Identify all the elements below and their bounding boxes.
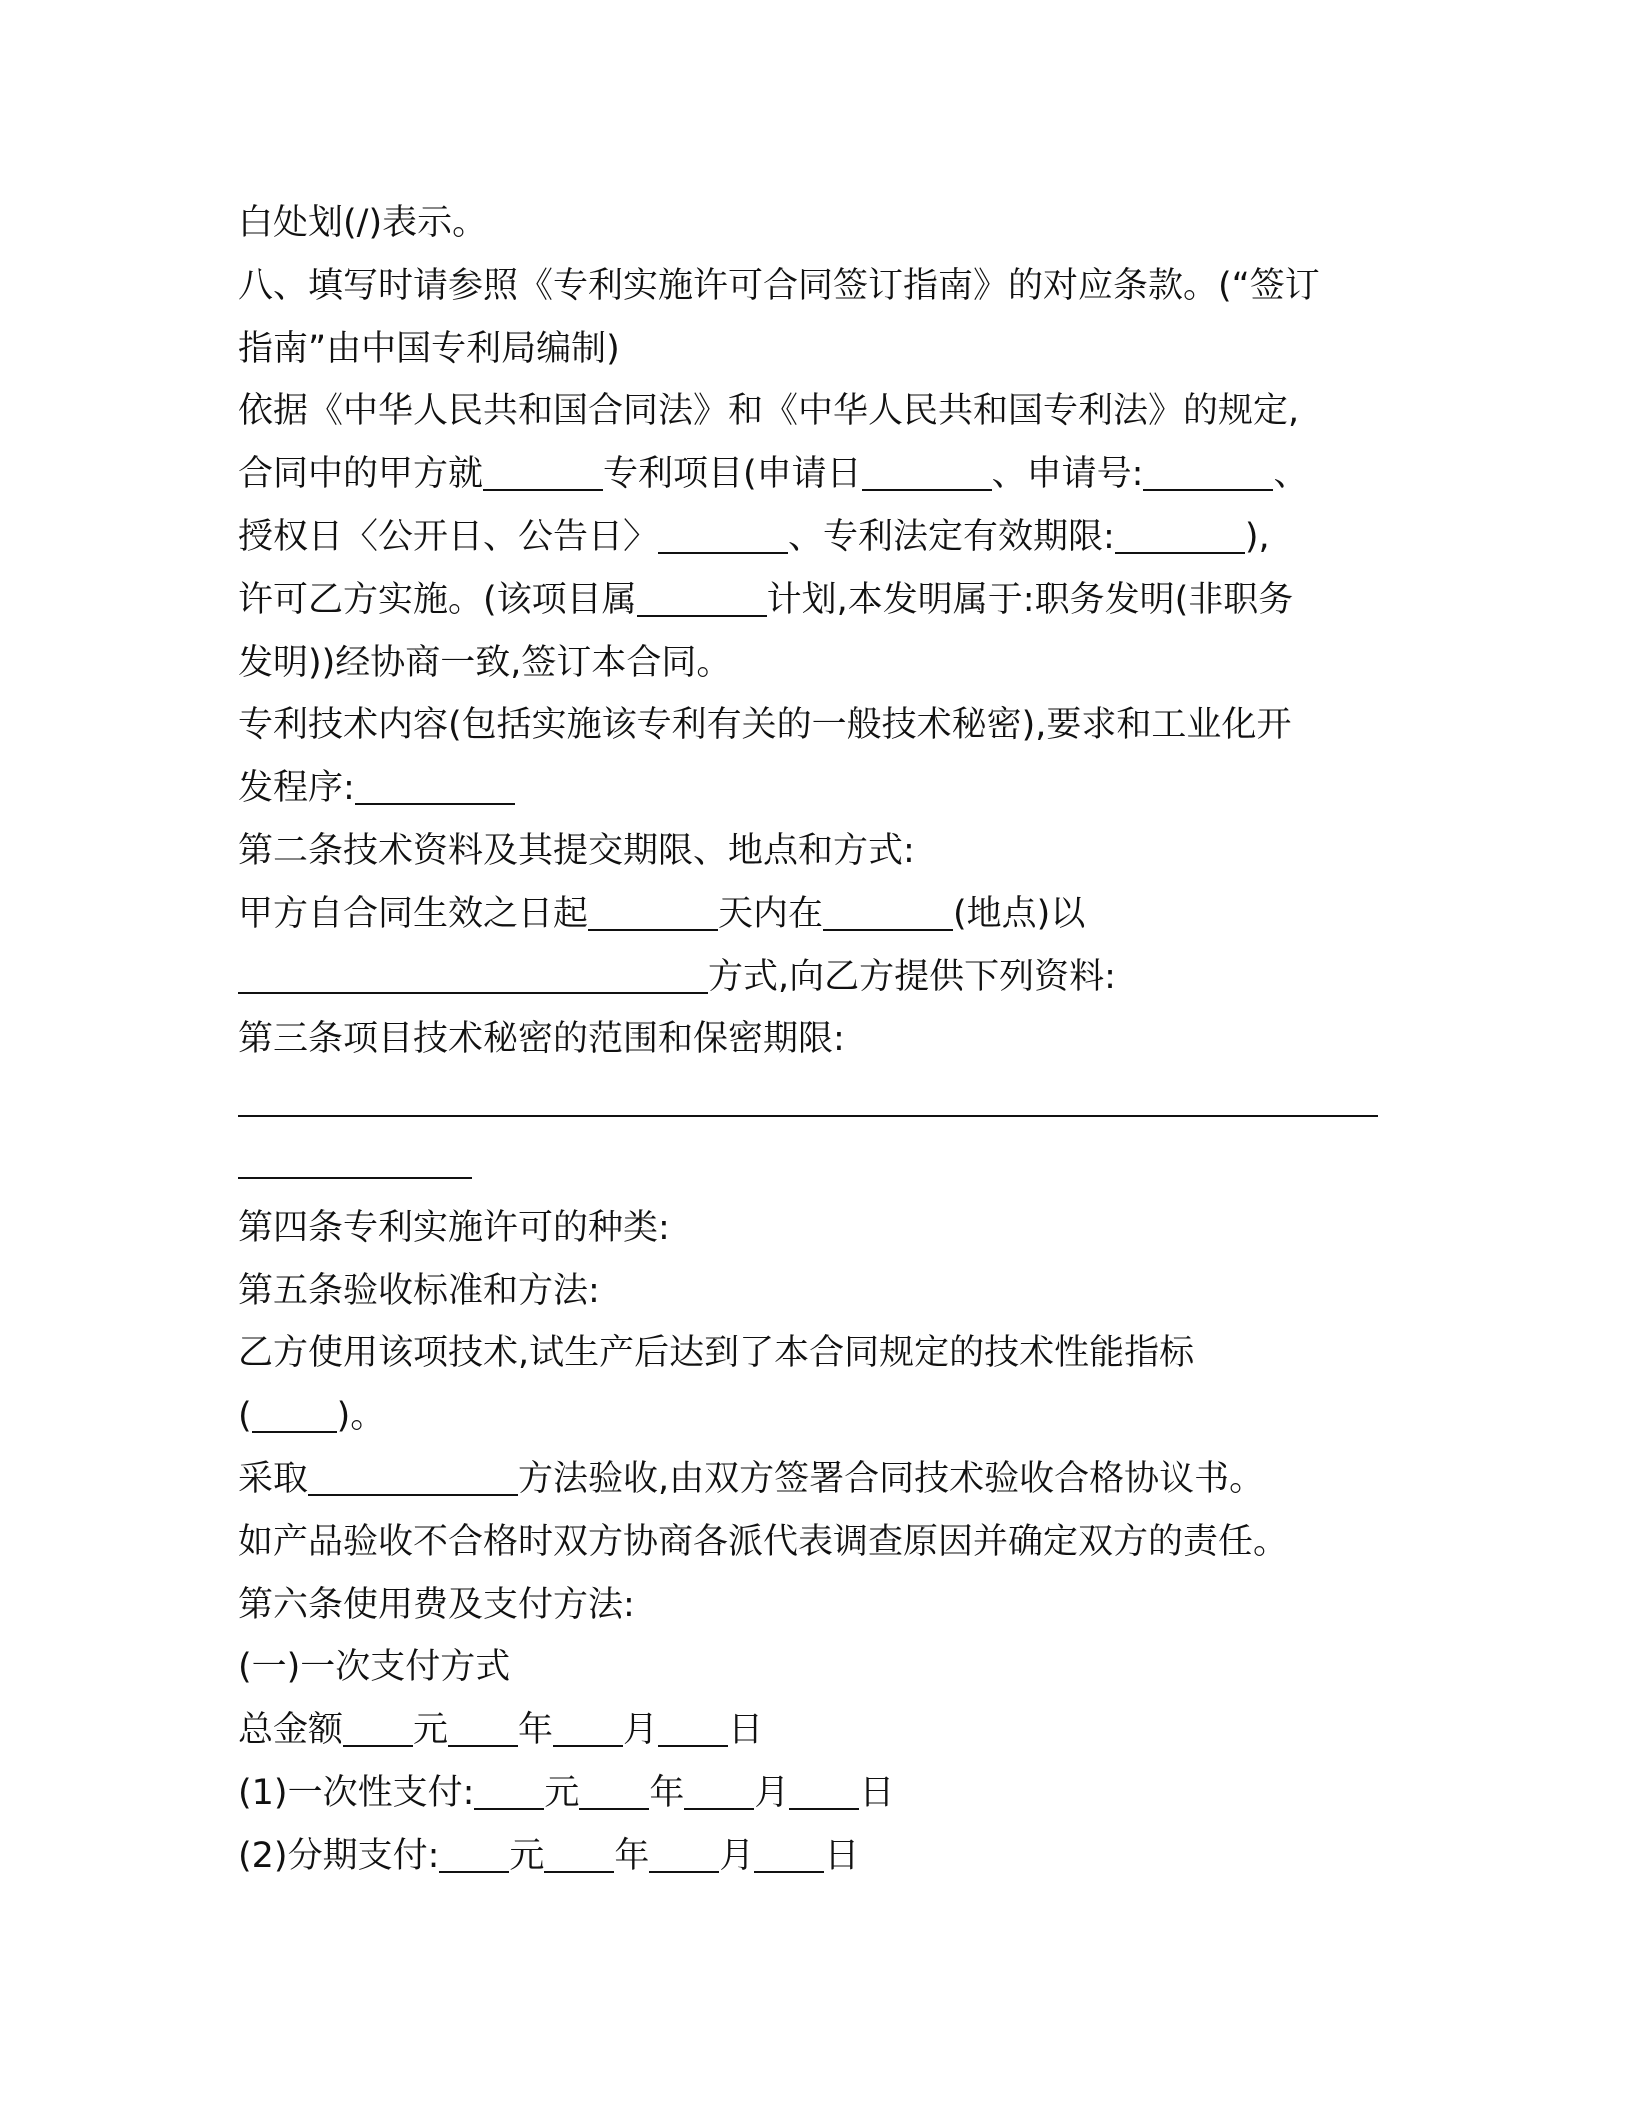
text-line bbox=[238, 1448, 1398, 1511]
fill-line bbox=[238, 1177, 472, 1179]
line-text: ( bbox=[238, 1396, 252, 1437]
text-line bbox=[238, 1825, 1398, 1888]
fill-blank bbox=[579, 1772, 649, 1810]
text-line bbox=[238, 757, 1398, 820]
line-text: 月 bbox=[719, 1835, 755, 1876]
fill-blank bbox=[252, 1395, 337, 1433]
line-text: 年 bbox=[649, 1772, 685, 1813]
line-text: 依据《中华人民共和国合同法》和《中华人民共和国专利法》的规定, bbox=[238, 391, 1300, 432]
fill-blank bbox=[823, 893, 953, 931]
line-text: 专利项目(申请日 bbox=[603, 454, 862, 495]
line-text: 乙方使用该项技术,试生产后达到了本合同规定的技术性能指标 bbox=[238, 1333, 1195, 1374]
text-line bbox=[238, 569, 1398, 632]
line-text: 方式,向乙方提供下列资料: bbox=[708, 956, 1116, 997]
fill-blank bbox=[684, 1772, 754, 1810]
text-line bbox=[238, 443, 1398, 506]
fill-blank bbox=[588, 893, 718, 931]
line-text: 、申请号: bbox=[991, 454, 1144, 495]
line-text: 发程序: bbox=[238, 768, 355, 809]
line-text: 合同中的甲方就 bbox=[238, 454, 484, 495]
text-line bbox=[238, 1385, 1398, 1448]
text-line bbox=[238, 1699, 1398, 1762]
fill-blank bbox=[1115, 516, 1245, 554]
fill-blank bbox=[658, 1709, 728, 1747]
fill-blank bbox=[1143, 453, 1273, 491]
fill-blank bbox=[474, 1772, 544, 1810]
line-text: 采取 bbox=[238, 1458, 309, 1499]
fill-blank bbox=[238, 956, 708, 994]
line-text: 计划,本发明属于:职务发明(非职务 bbox=[766, 579, 1294, 620]
line-text: 甲方自合同生效之日起 bbox=[238, 893, 589, 934]
line-text: 月 bbox=[754, 1772, 790, 1813]
line-text: 八、填写时请参照《专利实施许可合同签订指南》的对应条款。(“签订 bbox=[238, 265, 1320, 306]
text-line bbox=[238, 946, 1398, 1009]
line-text: 日 bbox=[824, 1835, 860, 1876]
line-text: 元 bbox=[413, 1710, 449, 1751]
fill-line bbox=[238, 1115, 1378, 1117]
contract-body bbox=[238, 192, 1398, 1888]
fill-blank bbox=[754, 1835, 824, 1873]
fill-blank bbox=[343, 1709, 413, 1747]
text-line bbox=[238, 506, 1398, 569]
line-text: 、专利法定有效期限: bbox=[788, 516, 1115, 557]
line-text: 第六条使用费及支付方法: bbox=[238, 1584, 635, 1625]
line-text: 元 bbox=[544, 1772, 580, 1813]
text-line bbox=[238, 318, 1398, 381]
text-line bbox=[238, 1260, 1398, 1323]
line-text: 年 bbox=[518, 1710, 554, 1751]
line-text: 月 bbox=[623, 1710, 659, 1751]
line-text: 第二条技术资料及其提交期限、地点和方式: bbox=[238, 830, 915, 871]
line-text: 年 bbox=[614, 1835, 650, 1876]
text-line bbox=[238, 694, 1398, 757]
text-line bbox=[238, 632, 1398, 695]
text-line bbox=[238, 1574, 1398, 1637]
line-text: 、 bbox=[1273, 454, 1309, 495]
text-line bbox=[238, 1636, 1398, 1699]
line-text: 第三条项目技术秘密的范围和保密期限: bbox=[238, 1019, 845, 1060]
line-text: 授权日〈公开日、公告日〉 bbox=[238, 516, 659, 557]
line-text: (1)一次性支付: bbox=[238, 1772, 475, 1813]
line-text: (地点)以 bbox=[953, 893, 1086, 934]
line-text: 专利技术内容(包括实施该专利有关的一般技术秘密),要求和工业化开 bbox=[238, 705, 1292, 746]
line-text: (一)一次支付方式 bbox=[238, 1647, 511, 1688]
line-text: 如产品验收不合格时双方协商各派代表调查原因并确定双方的责任。 bbox=[238, 1521, 1289, 1562]
line-text: )。 bbox=[336, 1396, 386, 1437]
fill-blank bbox=[789, 1772, 859, 1810]
fill-blank bbox=[862, 453, 992, 491]
fill-blank bbox=[439, 1835, 509, 1873]
fill-blank bbox=[637, 579, 767, 617]
line-text: (2)分期支付: bbox=[238, 1835, 440, 1876]
fill-blank bbox=[649, 1835, 719, 1873]
blank-lines bbox=[238, 1071, 1398, 1197]
line-text: ), bbox=[1244, 516, 1270, 557]
fill-blank bbox=[658, 516, 788, 554]
line-text: 日 bbox=[859, 1772, 895, 1813]
text-line bbox=[238, 380, 1398, 443]
fill-blank bbox=[544, 1835, 614, 1873]
line-text: 发明))经协商一致,签订本合同。 bbox=[238, 642, 732, 683]
line-text: 总金额 bbox=[238, 1710, 344, 1751]
text-line bbox=[238, 1008, 1398, 1071]
text-line bbox=[238, 1762, 1398, 1825]
line-text: 白处划(/)表示。 bbox=[238, 203, 488, 243]
line-text: 第四条专利实施许可的种类: bbox=[238, 1207, 670, 1248]
line-text: 第五条验收标准和方法: bbox=[238, 1270, 600, 1311]
text-line bbox=[238, 820, 1398, 883]
text-line bbox=[238, 883, 1398, 946]
line-text: 许可乙方实施。(该项目属 bbox=[238, 579, 637, 620]
text-line bbox=[238, 1511, 1398, 1574]
line-text: 天内在 bbox=[718, 893, 824, 934]
text-line bbox=[238, 255, 1398, 318]
text-line bbox=[238, 1322, 1398, 1385]
line-text: 方法验收,由双方签署合同技术验收合格协议书。 bbox=[518, 1458, 1265, 1499]
line-text: 元 bbox=[509, 1835, 545, 1876]
fill-blank bbox=[553, 1709, 623, 1747]
text-line bbox=[238, 192, 1398, 255]
fill-blank bbox=[308, 1458, 518, 1496]
fill-blank bbox=[483, 453, 603, 491]
fill-blank bbox=[355, 767, 515, 805]
text-line bbox=[238, 1197, 1398, 1260]
line-text: 日 bbox=[728, 1710, 764, 1751]
line-text: 指南”由中国专利局编制) bbox=[238, 328, 620, 369]
fill-blank bbox=[448, 1709, 518, 1747]
